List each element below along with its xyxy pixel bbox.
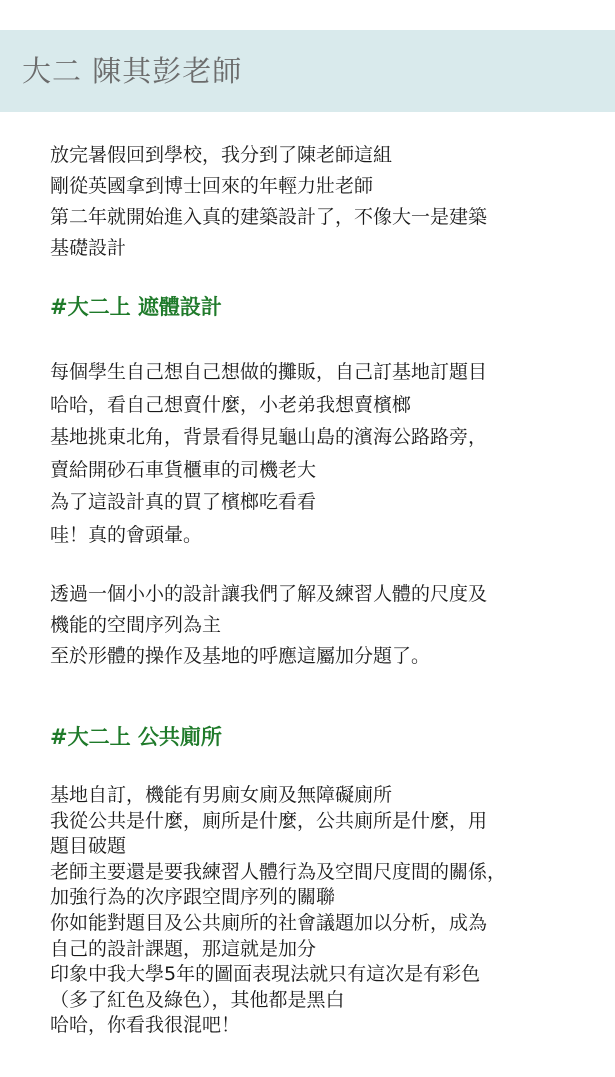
paragraph-line: 我從公共是什麼，廁所是什麼，公共廁所是什麼，用 — [50, 809, 488, 832]
intro-paragraph — [50, 140, 595, 264]
paragraph-line: 剛從英國拿到博士回來的年輕力壯老師 — [50, 175, 374, 197]
paragraph-line: 為了這設計真的買了檳榔吃看看 — [50, 491, 317, 513]
paragraph-line: 印象中我大學5年的圖面表現法就只有這次是有彩色 — [50, 963, 481, 986]
paragraph-line: 賣給開砂石車貨櫃車的司機老大 — [50, 458, 317, 481]
section-paragraph — [50, 356, 595, 551]
section-paragraph — [50, 783, 595, 1039]
paragraph-line: 你如能對題目及公共廁所的社會議題加以分析，成為 — [50, 911, 488, 934]
paragraph-line: 第二年就開始進入真的建築設計了，不像大一是建築 — [50, 206, 488, 228]
paragraph-line: 透過一個小小的設計讓我們了解及練習人體的尺度及 — [50, 583, 488, 605]
paragraph-line: 哈哈，看自己想賣什麼，小老弟我想賣檳榔 — [50, 393, 412, 416]
paragraph-line: 基地挑東北角，背景看得見龜山島的濱海公路路旁， — [50, 426, 488, 448]
page-title: 大二 陳其彭老師 — [22, 54, 243, 88]
paragraph-line: 機能的空間序列為主 — [50, 614, 222, 636]
paragraph-line: 老師主要還是要我練習人體行為及空間尺度間的關係， — [50, 860, 507, 883]
paragraph-line: 題目破題 — [50, 835, 127, 858]
section-heading: #大二上 遮體設計 — [50, 295, 222, 319]
paragraph-line: 放完暑假回到學校，我分到了陳老師這組 — [50, 144, 393, 166]
section-paragraph — [50, 579, 595, 672]
paragraph-line: 加強行為的次序跟空間序列的關聯 — [50, 886, 336, 909]
paragraph-line: 哇！真的會頭暈。 — [50, 523, 203, 546]
paragraph-line: 每個學生自己想自己想做的攤販，自己訂基地訂題目 — [50, 361, 488, 383]
paragraph-line: 至於形體的操作及基地的呼應這屬加分題了。 — [50, 645, 431, 667]
paragraph-line: 基地自訂，機能有男廁女廁及無障礙廁所 — [50, 784, 393, 806]
paragraph-line: 基礎設計 — [50, 237, 127, 259]
paragraph-line: （多了紅色及綠色），其他都是黑白 — [50, 988, 345, 1011]
paragraph-line: 哈哈，你看我很混吧！ — [50, 1014, 241, 1037]
section-heading: #大二上 公共廁所 — [50, 725, 222, 749]
paragraph-line: 自己的設計課題，那這就是加分 — [50, 937, 317, 960]
